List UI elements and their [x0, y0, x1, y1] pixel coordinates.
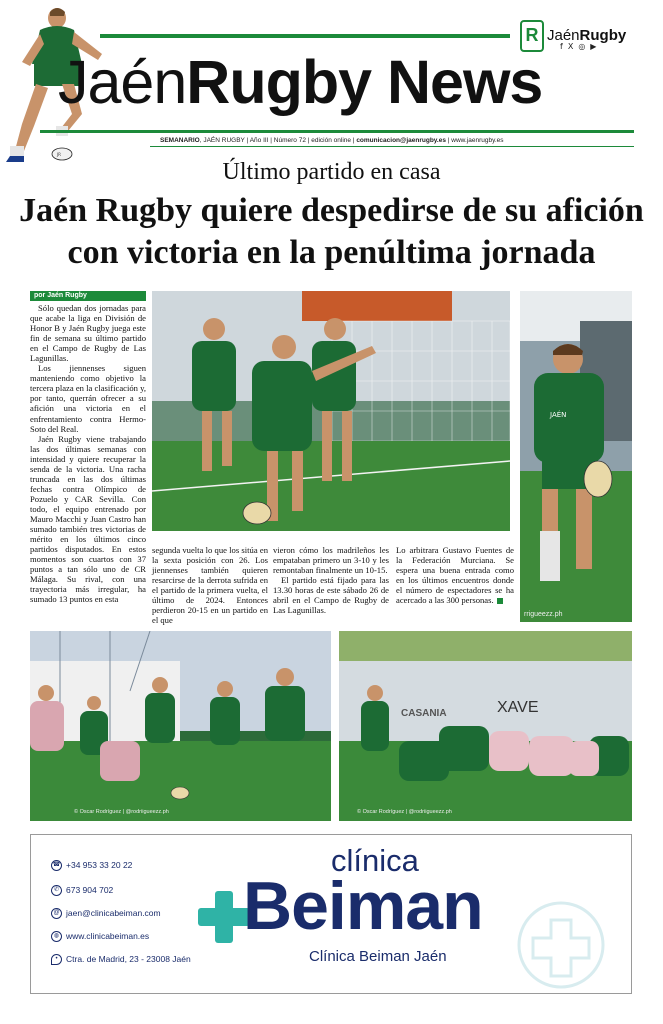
meta-email[interactable]: comunicacion@jaenrugby.es — [356, 137, 446, 144]
ad-brand-main: Beiman — [243, 868, 483, 944]
ad-brand-sub: Clínica Beiman Jaén — [309, 948, 447, 965]
whatsapp-icon: ✆ — [51, 885, 62, 896]
masthead-title — [58, 46, 542, 118]
banner-casania: CASANIA — [401, 708, 447, 719]
masthead-meta — [160, 137, 504, 144]
end-mark-icon — [497, 598, 503, 604]
svg-text:JAÉN: JAÉN — [550, 411, 567, 419]
headline-line-2: con victoria en la penúltima jornada — [67, 234, 596, 271]
globe-icon: ◍ — [51, 931, 62, 942]
photo-player-ball-image — [520, 291, 632, 622]
clinica-beiman-advertisement[interactable] — [30, 834, 632, 994]
ad-whatsapp[interactable] — [51, 885, 113, 896]
youtube-icon[interactable]: ▶ — [590, 42, 602, 51]
masthead-thin-rule — [150, 146, 634, 147]
article-column-1 — [30, 303, 146, 604]
ad-email-text: jaen@clinicabeiman.com — [66, 908, 161, 918]
ad-whatsapp-text: 673 904 702 — [66, 885, 114, 895]
article-column-4 — [396, 545, 514, 605]
watermark-plus-icon — [501, 890, 611, 990]
col1-paragraph-2: Los jiennenses siguen manteniendo como objetivo la tercera plaza en la clasificación y, por tanto, querrán ofrecer a su afición una victoria en el enfrentamiento contra Hermo-Soto del Real. — [30, 363, 146, 434]
ad-address[interactable] — [51, 954, 191, 965]
col4-text: Lo arbitrara Gustavo Fuentes de la Federación Murciana. Se espera una buena entrada como en los últimos encuentros donde el número de espectadores se ha acercado a las 300 personas. — [396, 545, 514, 606]
masthead-bottom-rule — [40, 130, 634, 133]
ad-phone-text: +34 953 33 20 22 — [66, 860, 133, 870]
ad-web[interactable] — [51, 931, 149, 942]
social-icons — [560, 42, 601, 51]
photo-main-kick-image — [152, 291, 510, 531]
col3-paragraph-2: El partido está fijado para las 13.30 horas de este sábado 26 de abril en el Campo de Rugby de Las Lagunillas. — [273, 575, 389, 616]
headline-line-1: Jaén Rugby quiere despedirse de su afición — [19, 192, 644, 229]
col2-paragraph: segunda vuelta lo que los sitúa en la sexta posición con 26. Los jiennenses también quieren resarcirse de la derrota sufrida en el partido de la primera vuelta, el último de 2024. Entonces perdieron 20-15 en un partido en el que — [152, 545, 268, 626]
email-icon: @ — [51, 908, 62, 919]
svg-text:JR: JR — [57, 152, 61, 157]
logo-r-icon: R — [520, 20, 544, 52]
ad-address-text: Ctra. de Madrid, 23 - 23008 Jaén — [66, 954, 191, 964]
photo-match-action-image — [30, 631, 331, 821]
logo-text-bold: Rugby — [579, 26, 627, 44]
photo-player-ball — [520, 291, 632, 622]
photo-scrum — [339, 631, 632, 821]
photo-scrum-image — [339, 631, 632, 821]
logo-text-light: Jaén — [547, 26, 580, 44]
col1-paragraph-1: Sólo quedan dos jornadas para que acabe la liga en División de Honor B y Jaén Rugby juega este fin de semana su último partido en el Campo de Rugby de Las Lagunillas. — [30, 303, 146, 364]
photo-credit-bottom-left: © Oscar Rodríguez | @rodriigueezz.ph — [74, 809, 169, 815]
meta-bold: SEMANARIO — [160, 137, 200, 144]
article-headline — [10, 190, 653, 274]
ad-brand-top: clínica — [331, 843, 419, 878]
col4-paragraph — [396, 545, 514, 605]
meta-web[interactable]: | www.jaenrugby.es — [445, 137, 504, 144]
ad-web-text: www.clinicabeiman.es — [66, 931, 150, 941]
byline: por Jaén Rugby — [30, 291, 146, 301]
article-kicker: Último partido en casa — [222, 159, 441, 185]
ad-email[interactable] — [51, 908, 161, 919]
instagram-icon[interactable]: ◎ — [578, 42, 591, 51]
col1-paragraph-3: Jaén Rugby viene trabajando las dos últimas semanas con intensidad y quiere recuperar la senda de la victoria. Una racha truncada en las dos últimas fechas contra Olímpico de Pozuelo y CAR Sevilla. Con todo, el equipo entrenado por Mauro Macchi y Juan Castro han sumado también tres victorias de mérito en los últimos cinco partidos disputados. En estos momentos son cuartos con 37 puntos a tan sólo uno de CR Málaga. Su rival, con una trayectoria más irregular, ha sumado 13 puntos en esta — [30, 433, 146, 605]
location-pin-icon: • — [51, 954, 62, 965]
photo-credit-right: rrigueezz.ph — [524, 611, 563, 618]
photo-credit-bottom-right: © Oscar Rodríguez | @rodriigueezz.ph — [357, 809, 452, 815]
masthead-top-rule — [100, 34, 510, 38]
x-icon[interactable]: X — [567, 42, 579, 51]
photo-main-kick — [152, 291, 510, 531]
ad-phone[interactable] — [51, 860, 132, 871]
facebook-icon[interactable]: f — [560, 42, 568, 51]
col3-paragraph-1: vieron cómo los madrileños les empataban primero un 3-10 y les remontaban finalmente un 10-15. — [273, 545, 389, 576]
banner-xave: XAVE — [497, 699, 539, 716]
phone-icon: ☎ — [51, 860, 62, 871]
masthead-title-bold: Rugby News — [186, 48, 543, 116]
masthead-title-light: Jaén — [58, 48, 187, 116]
meta-rest: , JAÉN RUGBY | Año III | Número 72 | edición online | — [199, 137, 357, 144]
article-column-2 — [152, 545, 268, 625]
article-column-3 — [273, 545, 389, 615]
photo-match-action — [30, 631, 331, 821]
